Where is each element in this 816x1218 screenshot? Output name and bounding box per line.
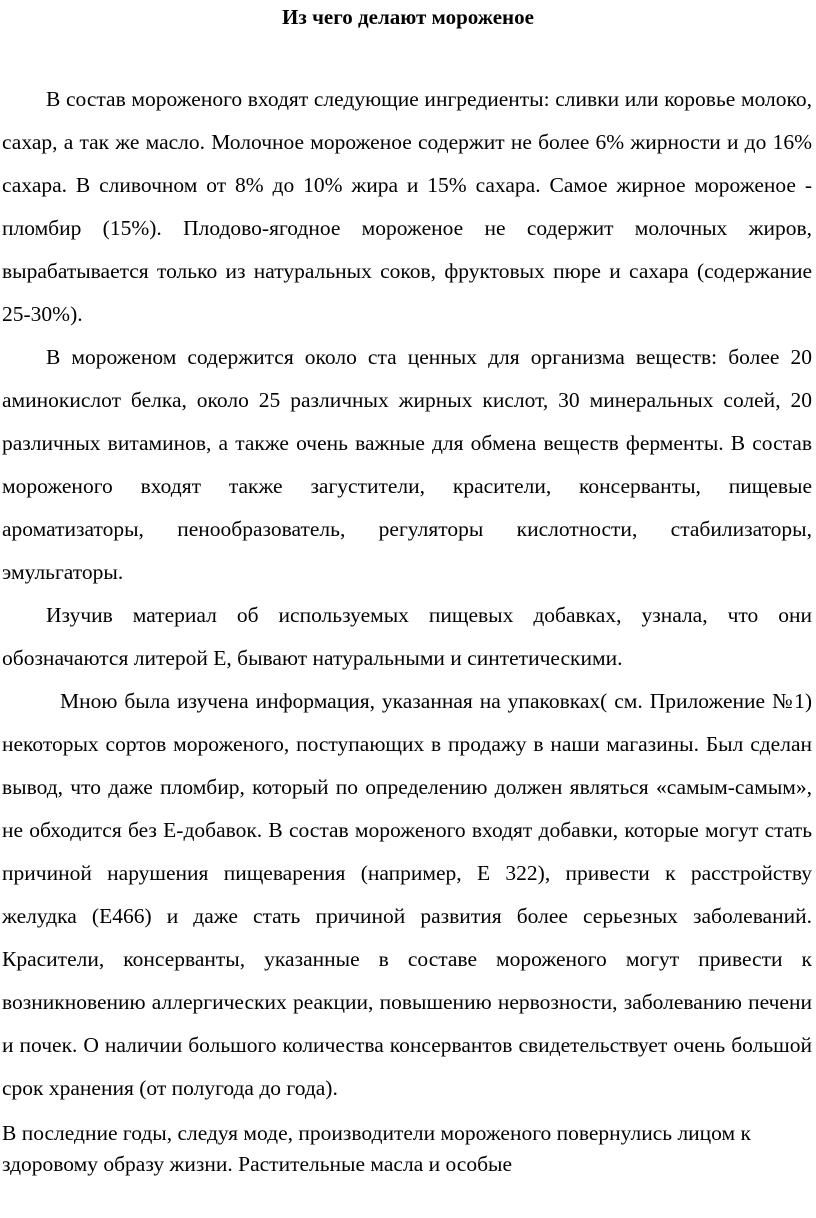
document-title: Из чего делают мороженое	[282, 5, 534, 29]
paragraph-additives: Изучив материал об используемых пищевых добавках, узнала, что они обозначаются литерой Е, бывают натуральными и синтетическими.	[2, 603, 812, 670]
paragraph-nutrients: В мороженом содержится около ста ценных для организма веществ: более 20 аминокислот белка, около 25 различных жирных кислот, 30 минеральных солей, 20 различных витаминов, а также очень важные для обмена веществ ферменты. В состав мороженого входят также загустители, красители, консерванты, пищевые ароматизаторы, пенообразователь, регуляторы кислотности, стабилизаторы, эмульгаторы.	[2, 345, 812, 584]
document-body	[2, 78, 812, 1180]
paragraph-ingredients: В состав мороженого входят следующие ингредиенты: сливки или коровье молоко, сахар, а так же масло. Молочное мороженое содержит не более 6% жирности и до 16% сахара. В сливочном от 8% до 10% жира и 15% сахара. Самое жирное мороженое - пломбир (15%). Плодово-ягодное мороженое не содержит молочных жиров, вырабатывается только из натуральных соков, фруктовых пюре и сахара (содержание 25-30%).	[2, 87, 812, 326]
paragraph-research: Мною была изучена информация, указанная на упаковках( см. Приложение №1) некоторых сортов мороженого, поступающих в продажу в наши магазины. Был сделан вывод, что даже пломбир, который по определению должен являться «самым-самым», не обходится без Е-добавок. В состав мороженого входят добавки, которые могут стать причиной нарушения пищеварения (например, Е 322), привести к расстройству желудка (Е466) и даже стать причиной развития более серьезных заболеваний. Красители, консерванты, указанные в составе мороженого могут привести к возникновению аллергических реакции, повышению нервозности, заболеванию печени и почек. О наличии большого количества консервантов свидетельствует очень большой срок хранения (от полугода до года).	[2, 689, 812, 1100]
paragraph-trends: В последние годы, следуя моде, производители мороженого повернулись лицом к здоровому образу жизни. Растительные масла и особые	[2, 1121, 751, 1176]
